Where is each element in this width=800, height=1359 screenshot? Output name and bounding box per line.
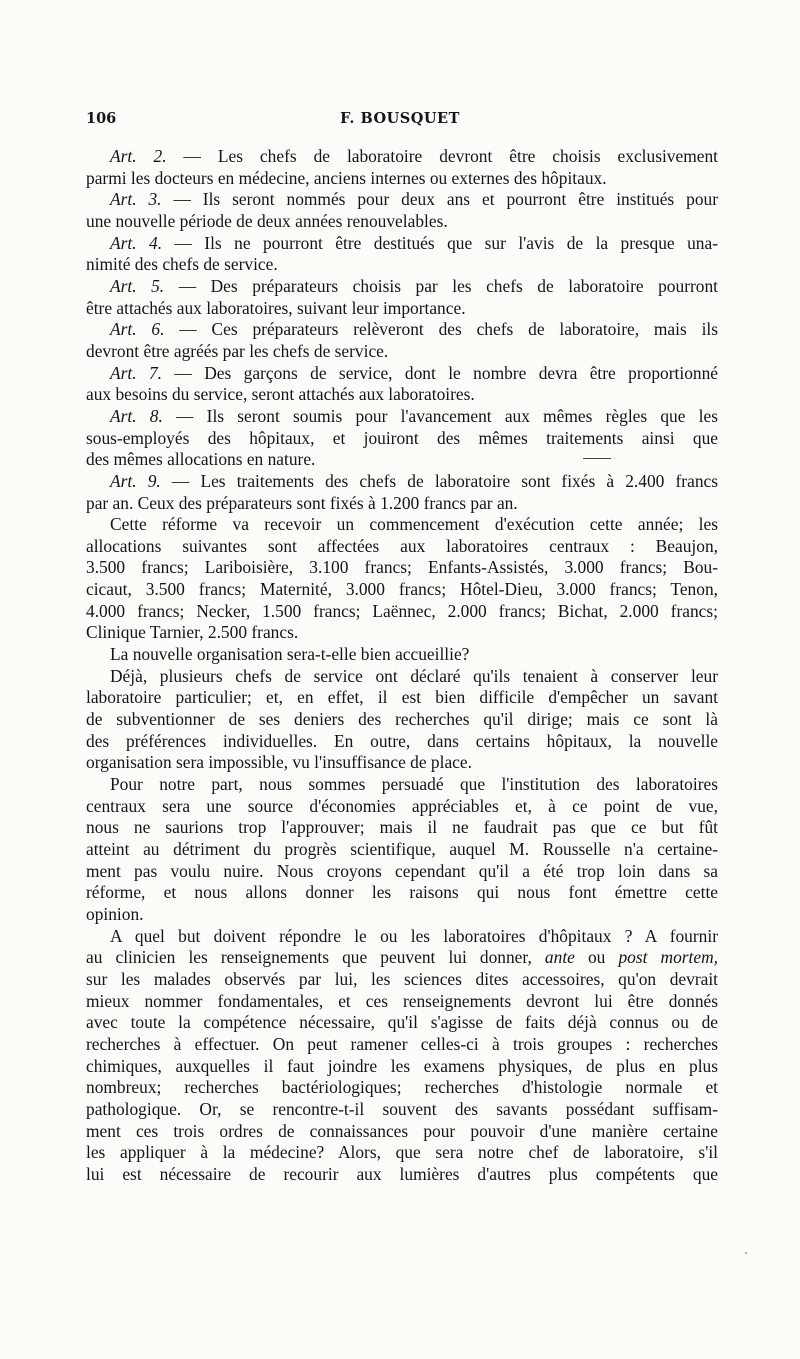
text-line: mieux nommer fondamentales, et ces renseignements devront lui être donnés	[86, 990, 718, 1011]
text-line: laboratoire particulier; et, en effet, il est bien difficile d'empêcher un savant	[86, 687, 718, 708]
article-number: Art. 6.	[110, 319, 165, 340]
text-line: pathologique. Or, se rencontre-t-il souvent des savants possédant suffisam-	[86, 1098, 718, 1119]
text-line: ment pas voulu nuire. Nous croyons cependant qu'il a été trop loin dans sa	[86, 860, 718, 881]
text-line: La nouvelle organisation sera-t-elle bien accueillie?	[110, 644, 470, 665]
latin-term: post mortem,	[618, 947, 718, 968]
text-line: les appliquer à la médecine? Alors, que sera notre chef de laboratoire, s'il	[86, 1142, 718, 1163]
article-number: Art. 9.	[110, 470, 161, 491]
text-line: chimiques, auxquelles il faut joindre les examens physiques, de plus en plus	[86, 1055, 718, 1076]
text-line: réforme, et nous allons donner les raisons qui nous font émettre cette	[86, 882, 718, 903]
text-line: Art. 9. — Les traitements des chefs de laboratoire sont fixés à 2.400 francs	[110, 470, 718, 491]
text-line: Art. 4. — Ils ne pourront être destitués que sur l'avis de la presque una-	[110, 232, 718, 253]
text-line: 3.500 francs; Lariboisière, 3.100 francs; Enfants-Assistés, 3.000 francs; Bou-	[86, 557, 718, 578]
page-number: 106	[86, 110, 117, 127]
text-line: des mêmes allocations en nature.	[86, 449, 316, 470]
text-line: Pour notre part, nous sommes persuadé que l'institution des laboratoires	[110, 774, 718, 795]
text-line: A quel but doivent répondre le ou les laboratoires d'hôpitaux ? A fournir	[110, 925, 718, 946]
text-line: Art. 7. — Des garçons de service, dont le nombre devra être proportionné	[110, 362, 718, 383]
text-line: centraux sera une source d'économies appréciables et, à ce point de vue,	[86, 795, 718, 816]
text-line: sous-employés des hôpitaux, et jouiront des mêmes traitements ainsi que	[86, 427, 718, 448]
paper-speck	[745, 1252, 747, 1254]
text-line: des préférences individuelles. En outre, dans certains hôpitaux, la nouvelle	[86, 730, 718, 751]
text-line: Art. 6. — Ces préparateurs relèveront des chefs de laboratoire, mais ils	[110, 319, 719, 340]
article-number: Art. 3.	[110, 189, 162, 210]
article-number: Art. 7.	[110, 362, 163, 383]
text-line: de subventionner de ses deniers des recherches qu'il dirige; mais ce sont là	[86, 709, 718, 730]
text-line: opinion.	[86, 903, 144, 924]
text-line: recherches à effectuer. On peut ramener celles-ci à trois groupes : recherches	[86, 1033, 718, 1054]
body-text	[86, 146, 718, 1186]
text-line: ment ces trois ordres de connaissances pour pouvoir d'une manière certaine	[86, 1120, 718, 1141]
text-line: au clinicien les renseignements que peuvent lui donner, ante ou post mortem,	[86, 947, 718, 968]
text-line: Déjà, plusieurs chefs de service ont déclaré qu'ils tenaient à conserver leur	[110, 665, 718, 686]
text-line: avec toute la compétence nécessaire, qu'il s'agisse de faits déjà connus ou de	[86, 1012, 718, 1033]
section-rule	[583, 458, 611, 459]
text-line: cicaut, 3.500 francs; Maternité, 3.000 francs; Hôtel-Dieu, 3.000 francs; Tenon,	[86, 579, 718, 600]
text-line: 4.000 francs; Necker, 1.500 francs; Laënnec, 2.000 francs; Bichat, 2.000 francs;	[86, 600, 718, 621]
text-line: aux besoins du service, seront attachés aux laboratoires.	[86, 384, 475, 405]
article-number: Art. 2.	[110, 146, 167, 166]
text-line: nimité des chefs de service.	[86, 254, 278, 275]
text-line: organisation sera impossible, vu l'insuffisance de place.	[86, 752, 472, 773]
page-header	[86, 110, 714, 134]
text-line: nous ne saurions trop l'approuver; mais il ne faudrait pas que ce but fût	[86, 817, 718, 838]
text-line: Cette réforme va recevoir un commencement d'exécution cette année; les	[110, 514, 718, 535]
article-number: Art. 4.	[110, 232, 163, 253]
text-line: Clinique Tarnier, 2.500 francs.	[86, 622, 299, 643]
text-line: par an. Ceux des préparateurs sont fixés à 1.200 francs par an.	[86, 492, 518, 513]
text-line: lui est nécessaire de recourir aux lumières d'autres plus compétents que	[86, 1163, 718, 1184]
text-line: parmi les docteurs en médecine, anciens internes ou externes des hôpitaux.	[86, 167, 607, 188]
running-head: F. BOUSQUET	[340, 110, 460, 127]
text-line: Art. 5. — Des préparateurs choisis par les chefs de laboratoire pourront	[110, 275, 718, 296]
article-number: Art. 5.	[110, 275, 165, 296]
text-line: allocations suivantes sont affectées aux laboratoires centraux : Beaujon,	[86, 535, 718, 556]
text-line: nombreux; recherches bactériologiques; recherches d'histologie normale et	[86, 1077, 718, 1098]
article-number: Art. 8.	[110, 405, 163, 426]
text-line: devront être agréés par les chefs de service.	[86, 340, 389, 361]
text-line: Art. 3. — Ils seront nommés pour deux ans et pourront être institués pour	[110, 189, 718, 210]
text-line: atteint au détriment du progrès scientifique, auquel M. Rousselle n'a certaine-	[86, 839, 718, 859]
text-line: sur les malades observés par lui, les sciences dites accessoires, qu'on devrait	[86, 968, 718, 989]
text-line: une nouvelle période de deux années renouvelables.	[86, 210, 448, 231]
text-line: Art. 2. — Les chefs de laboratoire devront être choisis exclusivement	[110, 146, 718, 166]
text-line: Art. 8. — Ils seront soumis pour l'avancement aux mêmes règles que les	[110, 405, 719, 426]
latin-term: ante	[544, 947, 575, 968]
text-line: être attachés aux laboratoires, suivant leur importance.	[86, 297, 466, 318]
